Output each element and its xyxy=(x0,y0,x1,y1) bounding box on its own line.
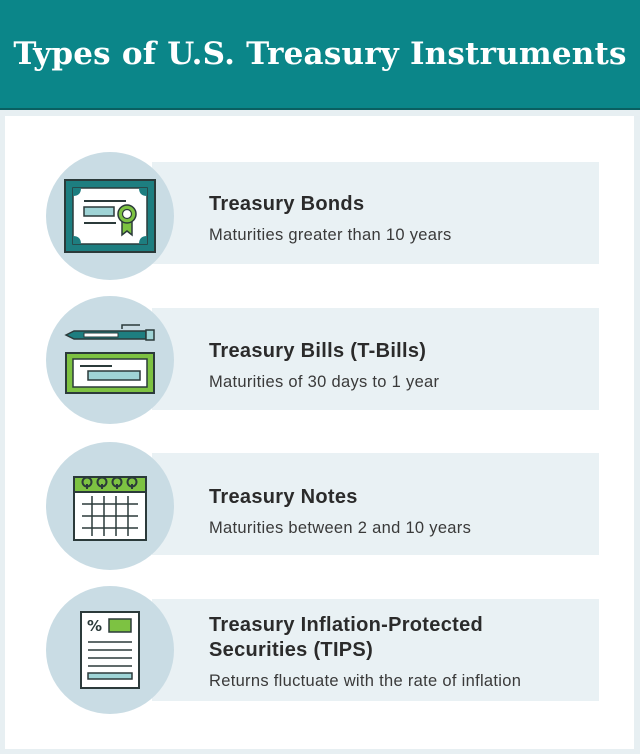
page-title: Types of U.S. Treasury Instruments xyxy=(13,36,627,72)
header-banner xyxy=(0,0,640,110)
icon-circle xyxy=(46,442,174,570)
item-title: Treasury Bonds xyxy=(209,193,365,215)
item-description: Maturities between 2 and 10 years xyxy=(209,519,472,537)
content-panel xyxy=(5,116,634,749)
item-text xyxy=(209,339,439,392)
certificate-icon xyxy=(64,179,156,253)
item-title: Treasury Inflation-Protected xyxy=(209,614,484,636)
calendar-icon xyxy=(70,469,150,543)
icon-circle xyxy=(46,152,174,280)
icon-circle xyxy=(46,296,174,424)
item-description: Returns fluctuate with the rate of inflation xyxy=(209,672,522,690)
percent-document-icon xyxy=(78,609,142,691)
item-text xyxy=(209,485,471,538)
pen-check-icon xyxy=(62,323,158,397)
item-description: Maturities greater than 10 years xyxy=(209,226,452,244)
svg-text:%: % xyxy=(87,617,103,635)
item-title: Treasury Notes xyxy=(209,486,358,508)
list-item xyxy=(5,296,634,424)
item-text xyxy=(209,192,452,245)
list-item xyxy=(5,586,634,714)
item-description: Maturities of 30 days to 1 year xyxy=(209,373,440,391)
icon-circle xyxy=(46,586,174,714)
list-item xyxy=(5,152,634,280)
list-item xyxy=(5,442,634,570)
item-title-continued: Securities (TIPS) xyxy=(209,639,374,661)
item-title: Treasury Bills (T-Bills) xyxy=(209,340,427,362)
item-text xyxy=(209,613,521,691)
